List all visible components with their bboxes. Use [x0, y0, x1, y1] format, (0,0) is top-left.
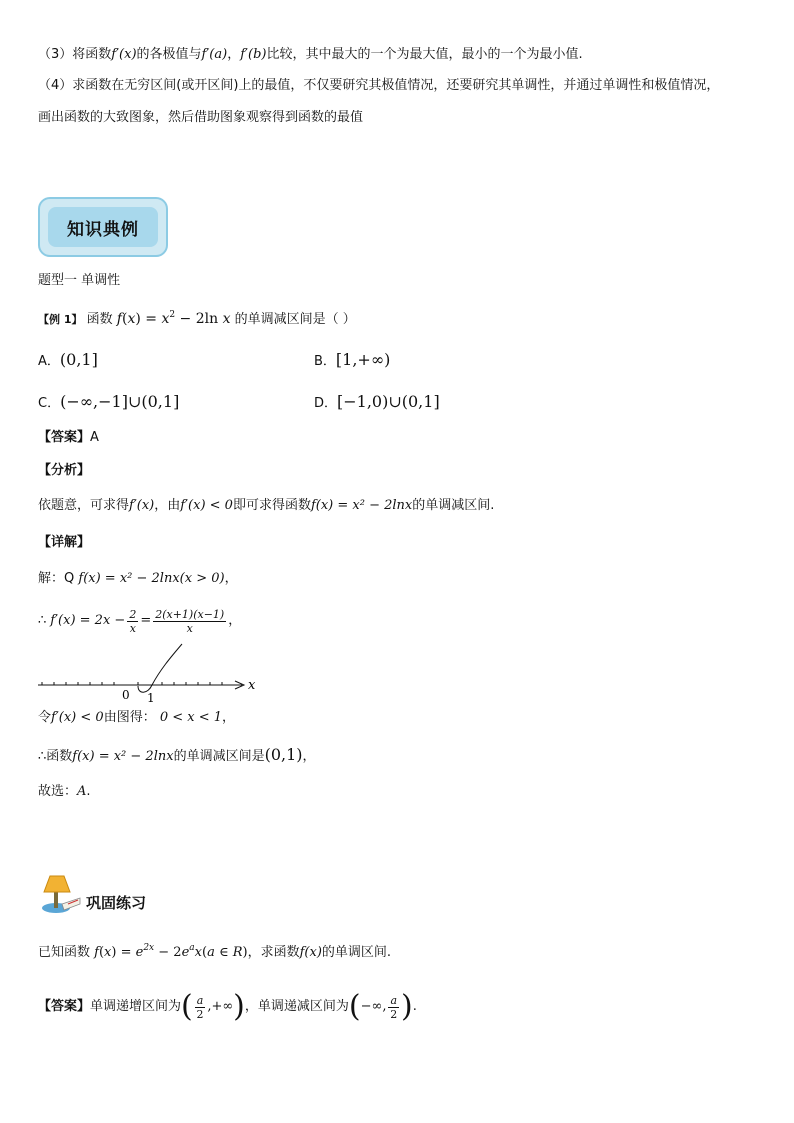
solution-line-2 [38, 603, 241, 639]
fraction-2-over-x [127, 608, 138, 635]
choice-letter: A． [38, 354, 60, 369]
math: f′(x) [129, 498, 155, 513]
numerator: 2(x+1)(x−1) [155, 607, 225, 621]
practice-function: $f(x) = e^{2x} - 2e^ax(a$ ∈ R) [94, 943, 248, 960]
text: 比较，其中最大的一个为最大值，最小的一个为最小值. [266, 47, 583, 62]
text: ∴ [38, 613, 47, 628]
text: . [86, 784, 91, 799]
answer-label: 【答案】 [38, 430, 91, 445]
denominator: x [186, 621, 193, 635]
numerator: a [390, 993, 398, 1007]
text: ，由 [154, 498, 181, 513]
math: f′(x) < 0 [51, 710, 104, 725]
choice-letter: D． [314, 396, 338, 411]
choice-letter: B． [314, 354, 336, 369]
math: f′(b) [240, 47, 267, 62]
text: 的各极值与 [136, 47, 202, 62]
detail-label [38, 534, 90, 552]
solution-line-4 [38, 746, 316, 766]
choice-b[interactable] [314, 350, 390, 372]
text: . [412, 999, 417, 1014]
choice-c[interactable] [38, 392, 179, 414]
solution-line-5 [38, 783, 91, 801]
denominator: x [129, 621, 136, 635]
text: ,+∞ [207, 999, 234, 1014]
section-banner [38, 197, 168, 257]
practice-question [38, 944, 391, 962]
numerator: 2 [129, 607, 137, 621]
axis-label-1: 1 [147, 691, 155, 705]
label: 【详解】 [38, 535, 91, 550]
choice-value: [1,+∞) [335, 350, 391, 369]
text: ， [224, 571, 238, 586]
text: ，单调递减区间为 [244, 999, 349, 1014]
text: Q [64, 571, 75, 586]
text: 解： [38, 571, 65, 586]
math: f(x) = x² − 2lnx [310, 498, 413, 513]
interval: (0,1) [264, 745, 303, 764]
solution-line-3 [38, 709, 235, 727]
text: ∴函数 [38, 749, 73, 764]
question-function: $f(x) = x^2 - 2\ln$ x [116, 310, 231, 327]
text: ，求函数 [247, 945, 300, 960]
answer-value: A [90, 430, 99, 445]
numerator: a [196, 993, 204, 1007]
axis-label-0: 0 [122, 688, 130, 702]
axis-label-x: x [248, 678, 256, 693]
solution-line-1 [38, 570, 238, 588]
choice-value: (0,1] [59, 350, 98, 369]
choice-value: (−∞,−1]∪(0,1] [60, 392, 180, 411]
math: A [77, 784, 87, 799]
equals: = [140, 613, 152, 628]
fraction-a-over-2 [388, 994, 399, 1021]
text: 的单调减区间是（ ） [234, 312, 356, 327]
math: f(x) = x² − 2lnx [72, 749, 174, 764]
text: 单调递增区间为 [90, 999, 182, 1014]
text: ， [222, 710, 236, 725]
text: 的单调区间. [321, 945, 392, 960]
text: 由图得： [103, 710, 156, 725]
text: ， [227, 47, 241, 62]
text: 即可求得函数 [232, 498, 311, 513]
practice-answer: 【答案】 单调递增区间为 ( $\frac{a}{2}$ ,+∞ ) ，单调递减区间为 ( −∞, $\frac{a}{2}$ ) . [38, 989, 417, 1024]
answer-line [38, 429, 99, 447]
section-banner-label: 知识典例 [48, 207, 158, 247]
choice-d[interactable] [314, 392, 440, 414]
lamp-icon [38, 874, 84, 916]
analysis-label [38, 462, 90, 480]
text: ， [302, 749, 316, 764]
math: f′(x) < 0 [180, 498, 233, 513]
math: f′(x) [111, 47, 137, 62]
text: 令 [38, 710, 52, 725]
fraction-factored [153, 608, 226, 635]
intro-line-4: （4）求函数在无穷区间(或开区间)上的最值，不仅要研究其极值情况，还要研究其单调性，并通过单调性和极值情况， [38, 78, 720, 93]
math: f′(x) = 2x − [50, 613, 126, 628]
math: f′(a) [201, 47, 228, 62]
denominator: 2 [196, 1007, 204, 1021]
text: （3）将函数 [38, 47, 112, 62]
text: 依题意，可求得 [38, 498, 130, 513]
label: 【分析】 [38, 463, 91, 478]
math: f(x) = x² − 2lnx(x > 0) [78, 571, 225, 586]
example-question [38, 310, 356, 329]
text: 故选： [38, 784, 78, 799]
text: 的单调减区间. [412, 498, 495, 513]
answer-label: 【答案】 [38, 999, 91, 1014]
text: 的单调减区间是 [173, 749, 265, 764]
intro-line-5: 画出函数的大致图象，然后借助图象观察得到函数的最值 [38, 110, 364, 125]
text: 已知函数 [38, 945, 91, 960]
practice-title: 巩固练习 [86, 894, 147, 912]
example-tag: 【例 1】 [38, 313, 83, 326]
analysis-text [38, 497, 494, 515]
choice-value: [−1,0)∪(0,1] [337, 392, 440, 411]
text: 函数 [86, 312, 113, 327]
math: f(x) [299, 945, 322, 960]
math: 0 < x < 1 [159, 710, 223, 725]
text: ， [228, 613, 242, 628]
choice-letter: C． [38, 396, 61, 411]
text: −∞, [360, 999, 387, 1014]
type-heading: 题型一 单调性 [38, 273, 121, 288]
choice-a[interactable] [38, 350, 98, 372]
fraction-a-over-2 [195, 994, 206, 1021]
denominator: 2 [390, 1007, 398, 1021]
number-line-graph [30, 640, 270, 706]
intro-line-3 [38, 46, 583, 64]
